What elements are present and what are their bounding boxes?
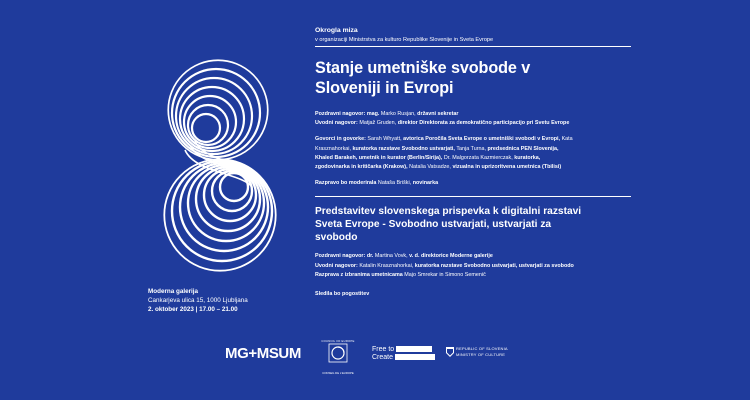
presentation-title-line1: Predstavitev slovenskega prispevka k digitalni razstavi [315,206,582,218]
mgmsum-logo: MG+MSUM [225,345,301,362]
greeting-role: državni sekretar [417,111,459,117]
speaker-2-name-b: Krasznahorkai, [315,145,351,152]
free-to-mark [396,346,432,352]
greeting-name: Marko Rusjan, [380,111,416,117]
intro-name: Matjaž Gruden, [359,120,397,127]
speakers-paragraph [315,135,645,172]
council-of-europe-logo [320,339,356,375]
venue-datetime: 2. oktober 2023 | 17.00 – 21.00 [148,306,238,314]
reception-line: Sledila bo pogostitev [315,291,370,298]
presentation-discussion-label: Razprava z izbranima umetnicama [315,271,403,278]
speaker-6-name: Natalia Vatsadze, [409,164,451,171]
presentation-greeting-label: Pozdravni nagovor: dr. [315,253,374,260]
greeting-label: Pozdravni nagovor: mag. [315,111,380,117]
moderator-line [315,179,645,188]
presentation-greeting-name: Martina Vovk, [374,253,408,260]
moderator-name: Nataša Briški, [377,180,412,187]
presentation-greeting-role: v. d. direktorice Moderne galerije [409,253,493,260]
slovenia-ministry-logo [456,346,508,357]
coe-emblem-icon [320,343,356,365]
speaker-5-role-b: zgodovinarka in kritičarka (Krakow), [315,164,408,171]
speaker-4-name: Khaled Barakeh, umetnik in kurator (Berlin/Sirija), [315,154,443,161]
free-to-text: Free to [372,346,395,353]
event-title-line1: Stanje umetniške svobode v [315,59,531,77]
speaker-1-name: Sarah Whyatt, [367,136,402,143]
presentation-discussion-line [315,271,645,280]
presentation-intro-line [315,262,645,271]
event-title [315,59,645,98]
presentation-title-line3: svobodo [315,232,358,244]
divider-middle [315,196,631,197]
create-text: Create [372,354,394,361]
coe-top-text: COUNCIL OF EUROPE [321,339,355,343]
venue-block [148,287,248,315]
spiral-graphic [130,55,310,285]
free-to-create-logo [372,346,435,362]
moderator-role: novinarka [412,180,439,187]
presentation-intro-role: kuratorka razstave Svobodno ustvarjati, ustvarjati za svobodo [414,262,574,269]
organizer-line: v organizaciji Ministrstva za kulturo Republike Slovenije in Sveta Evrope [315,37,494,43]
coe-bottom-text: CONSEIL DE L'EUROPE [322,371,354,375]
presentation-intro-name: Katalin Krasznahorkai, [359,262,414,269]
speaker-3-name: Tanja Turna, [456,145,487,152]
speaker-1-role: avtorica Poročila Sveta Evrope o umetniški svobodi v Evropi, [403,136,561,143]
presentation-title [315,205,645,244]
presentation-title-line2: Sveta Evrope - Svobodno ustvarjati, ustvarjati za [315,219,552,231]
speaker-5-role: kuratorka, [514,154,541,161]
slovenia-line2: MINISTRY OF CULTURE [456,351,506,357]
event-title-line2: Sloveniji in Evropi [315,78,454,97]
speaker-2-role: kuratorka razstave Svobodno ustvarjati, [352,145,455,152]
speaker-2-name: Kata [561,136,573,143]
venue-address: Cankarjeva ulica 15, 1000 Ljubljana [148,297,248,305]
presentation-greeting-line [315,252,645,261]
speaker-3-role: predsednica PEN Slovenija, [487,145,559,152]
eyebrow-label: Okrogla miza [315,27,358,34]
intro-role: direktor Direktorata za demokratično participacijo pri Svetu Evrope [397,120,570,127]
create-mark [395,354,435,360]
speakers-label: Govorci in govorke: [315,136,366,143]
moderator-label: Razpravo bo moderirala [315,180,377,187]
content-column [315,27,645,299]
slovenia-crest-icon [446,347,454,357]
speaker-5-name: Dr. Malgorzata Kazmierczak, [443,154,513,161]
intro-label: Uvodni nagovor: [315,120,358,127]
venue-name: Moderna galerija [148,288,199,295]
speaker-6-role: vizualna in uprizoritvena umetnica (Tbilisi) [452,164,562,171]
greeting-line [315,110,645,119]
slovenia-line1: REPUBLIC OF SLOVENIA [456,346,508,351]
divider-top [315,46,631,47]
intro-line [315,119,645,128]
presentation-intro-label: Uvodni nagovor: [315,262,358,269]
presentation-discussion-names: Majo Smrekar in Simono Semenič [404,271,486,278]
